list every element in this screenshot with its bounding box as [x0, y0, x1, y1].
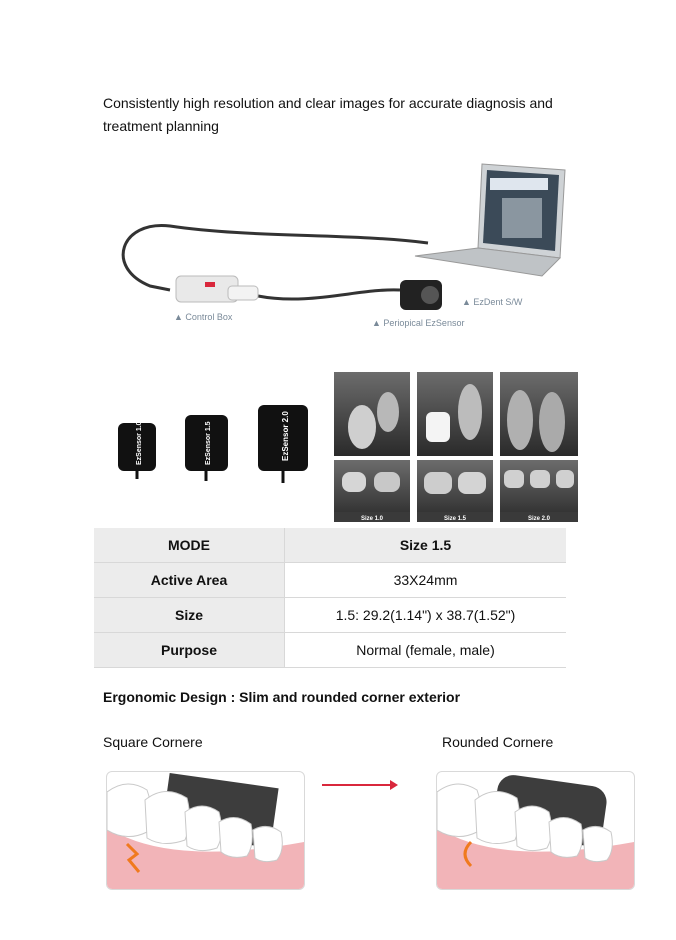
sensor-1-5-label: EzSensor 1.5: [205, 421, 212, 465]
xray-grid: [334, 372, 578, 522]
square-corner-illustration: [106, 771, 305, 890]
intro-line-1: Consistently high resolution and clear images for accurate diagnosis and: [103, 95, 553, 111]
table-row: [94, 633, 566, 668]
software-label: ▲ EzDent S/W: [462, 297, 523, 307]
spec-row-value: 1.5: 29.2(1.14") x 38.7(1.52"): [285, 598, 567, 633]
xray-caption-3: Size 2.0: [527, 516, 551, 522]
sensor-cable: [258, 290, 400, 299]
spec-row-value: Normal (female, male): [285, 633, 567, 668]
intro-text: [103, 92, 573, 138]
xray-caption-2: Size 1.5: [443, 516, 467, 522]
ergonomic-title: Ergonomic Design : Slim and rounded corner exterior: [103, 689, 461, 705]
spec-header-row: [94, 528, 566, 563]
spec-row-value: 33X24mm: [285, 563, 567, 598]
spec-row-key: Purpose: [94, 633, 285, 668]
sensor-1-5: [185, 415, 228, 481]
spec-row-key: Size: [94, 598, 285, 633]
xray-top-3: [500, 372, 578, 456]
spec-header-value: Size 1.5: [285, 528, 567, 563]
xray-top-1: [334, 372, 410, 456]
laptop-graphic: [415, 164, 565, 276]
usb-cable: [123, 225, 428, 290]
sensor-1-0-label: EzSensor 1.0: [136, 421, 143, 465]
system-diagram: [110, 158, 570, 338]
table-row: [94, 563, 566, 598]
sensor-2-0-label: EzSensor 2.0: [281, 411, 290, 461]
control-box-label: ▲ Control Box: [174, 312, 233, 322]
spec-table: [94, 528, 566, 668]
sensor-graphic: [400, 280, 442, 310]
table-row: [94, 598, 566, 633]
sensor-label: ▲ Periopical EzSensor: [372, 318, 465, 328]
xray-top-2: [417, 372, 493, 456]
rounded-corner-illustration: [436, 771, 635, 890]
sensor-2-0: [258, 405, 308, 483]
square-corner-label: Square Cornere: [103, 734, 203, 750]
sensor-sizes: [110, 395, 330, 495]
spec-row-key: Active Area: [94, 563, 285, 598]
sensor-1-0: [118, 421, 156, 479]
xray-caption-1: Size 1.0: [360, 516, 384, 522]
control-box-graphic: [176, 276, 258, 302]
intro-line-2: treatment planning: [103, 118, 219, 134]
rounded-corner-label: Rounded Cornere: [442, 734, 554, 750]
arrow-icon: [322, 778, 400, 792]
spec-header-key: MODE: [94, 528, 285, 563]
